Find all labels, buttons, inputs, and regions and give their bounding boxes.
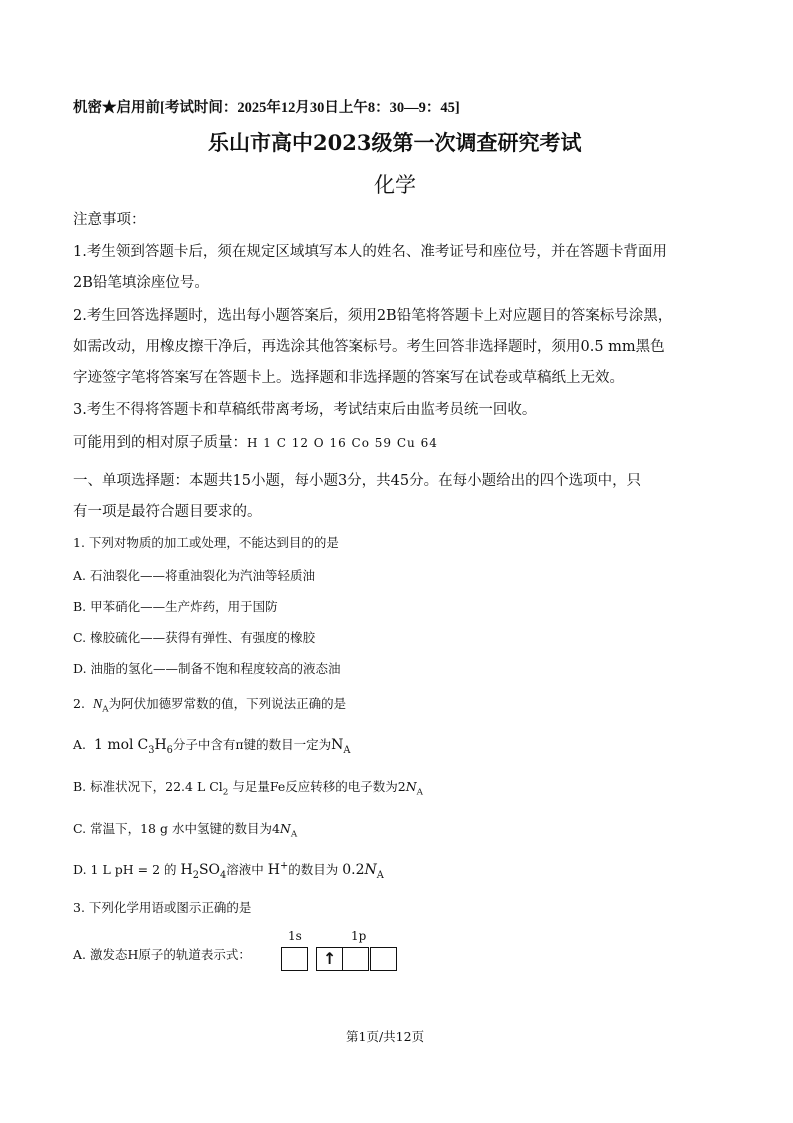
notice-item2-line3: 字迹签字笔将答案写在答题卡上。选择题和非选择题的答案写在试卷或草稿纸上无效。 (73, 370, 624, 386)
q3-stem: 3. 下列化学用语或图示正确的是 (73, 900, 252, 915)
page-footer: 第1页/共12页 (346, 1029, 425, 1044)
orbital-box-1p-2 (342, 947, 369, 971)
q2-option-d: D. 1 L pH = 2 的 $H_2SO_4$溶液中 H+的数目为 $0.2N_A$ (73, 860, 384, 881)
notice-heading: 注意事项： (73, 212, 146, 228)
atomic-mass-label: 可能用到的相对原子质量： (73, 435, 247, 451)
orbital-box-1p-1 (316, 947, 343, 971)
atomic-mass-line (73, 431, 438, 452)
q2-option-b: B. 标准状况下，22.4 L $Cl_2$ 与足量Fe反应转移的电子数为$2N_A$ (73, 779, 423, 798)
q1-option-a: A. 石油裂化——将重油裂化为汽油等轻质油 (73, 568, 315, 583)
q1-option-b: B. 甲苯硝化——生产炸药，用于国防 (73, 599, 278, 614)
subject-title: 化学 (374, 173, 416, 197)
q2-option-a: A. 1 mol $C_3H_6$分子中含有π键的数目一定为$N_A$ (73, 737, 351, 756)
q1-stem: 1. 下列对物质的加工或处理，不能达到目的的是 (73, 535, 339, 550)
notice-item1-line2: 2B铅笔填涂座位号。 (73, 275, 209, 291)
q2-option-c: C. 常温下，18 g 水中氢键的数目为$4N_A$ (73, 821, 298, 840)
orbital-box-1s (281, 947, 308, 971)
orbital-box-1p-3 (370, 947, 397, 971)
q1-option-c: C. 橡胶硫化——获得有弹性、有强度的橡胶 (73, 630, 316, 645)
label-1p: 1p (351, 929, 367, 943)
secret-line: 机密★启用前[考试时间：2025年12月30日上午8：30—9：45] (73, 100, 460, 116)
notice-item2-line1: 2.考生回答选择题时，选出每小题答案后，须用2B铅笔将答题卡上对应题目的答案标号涂黑， (73, 308, 673, 324)
q3-option-a-text: A. 激发态H原子的轨道表示式： (73, 947, 251, 962)
electron-up-arrow-icon: ↑ (323, 949, 337, 968)
notice-item2-line2: 如需改动，用橡皮擦干净后，再选涂其他答案标号。考生回答非选择题时，须用0.5 mm黑色 (73, 339, 665, 355)
q1-option-d: D. 油脂的氢化——制备不饱和程度较高的液态油 (73, 661, 341, 676)
atomic-mass-values: H 1 C 12 O 16 Co 59 Cu 64 (247, 436, 438, 450)
exam-title: 乐山市高中2023级第一次调查研究考试 (208, 130, 582, 155)
q2-stem: 2. $N_A$为阿伏加德罗常数的值，下列说法正确的是 (73, 696, 347, 715)
label-1s: 1s (288, 929, 302, 943)
section1-line2: 有一项是最符合题目要求的。 (73, 504, 262, 520)
section1-line1: 一、单项选择题：本题共15小题，每小题3分，共45分。在每小题给出的四个选项中，只 (73, 473, 642, 489)
notice-item1-line1: 1.考生领到答题卡后，须在规定区域填写本人的姓名、准考证号和座位号，并在答题卡背面用 (73, 244, 667, 260)
notice-item3: 3.考生不得将答题卡和草稿纸带离考场，考试结束后由监考员统一回收。 (73, 402, 537, 418)
